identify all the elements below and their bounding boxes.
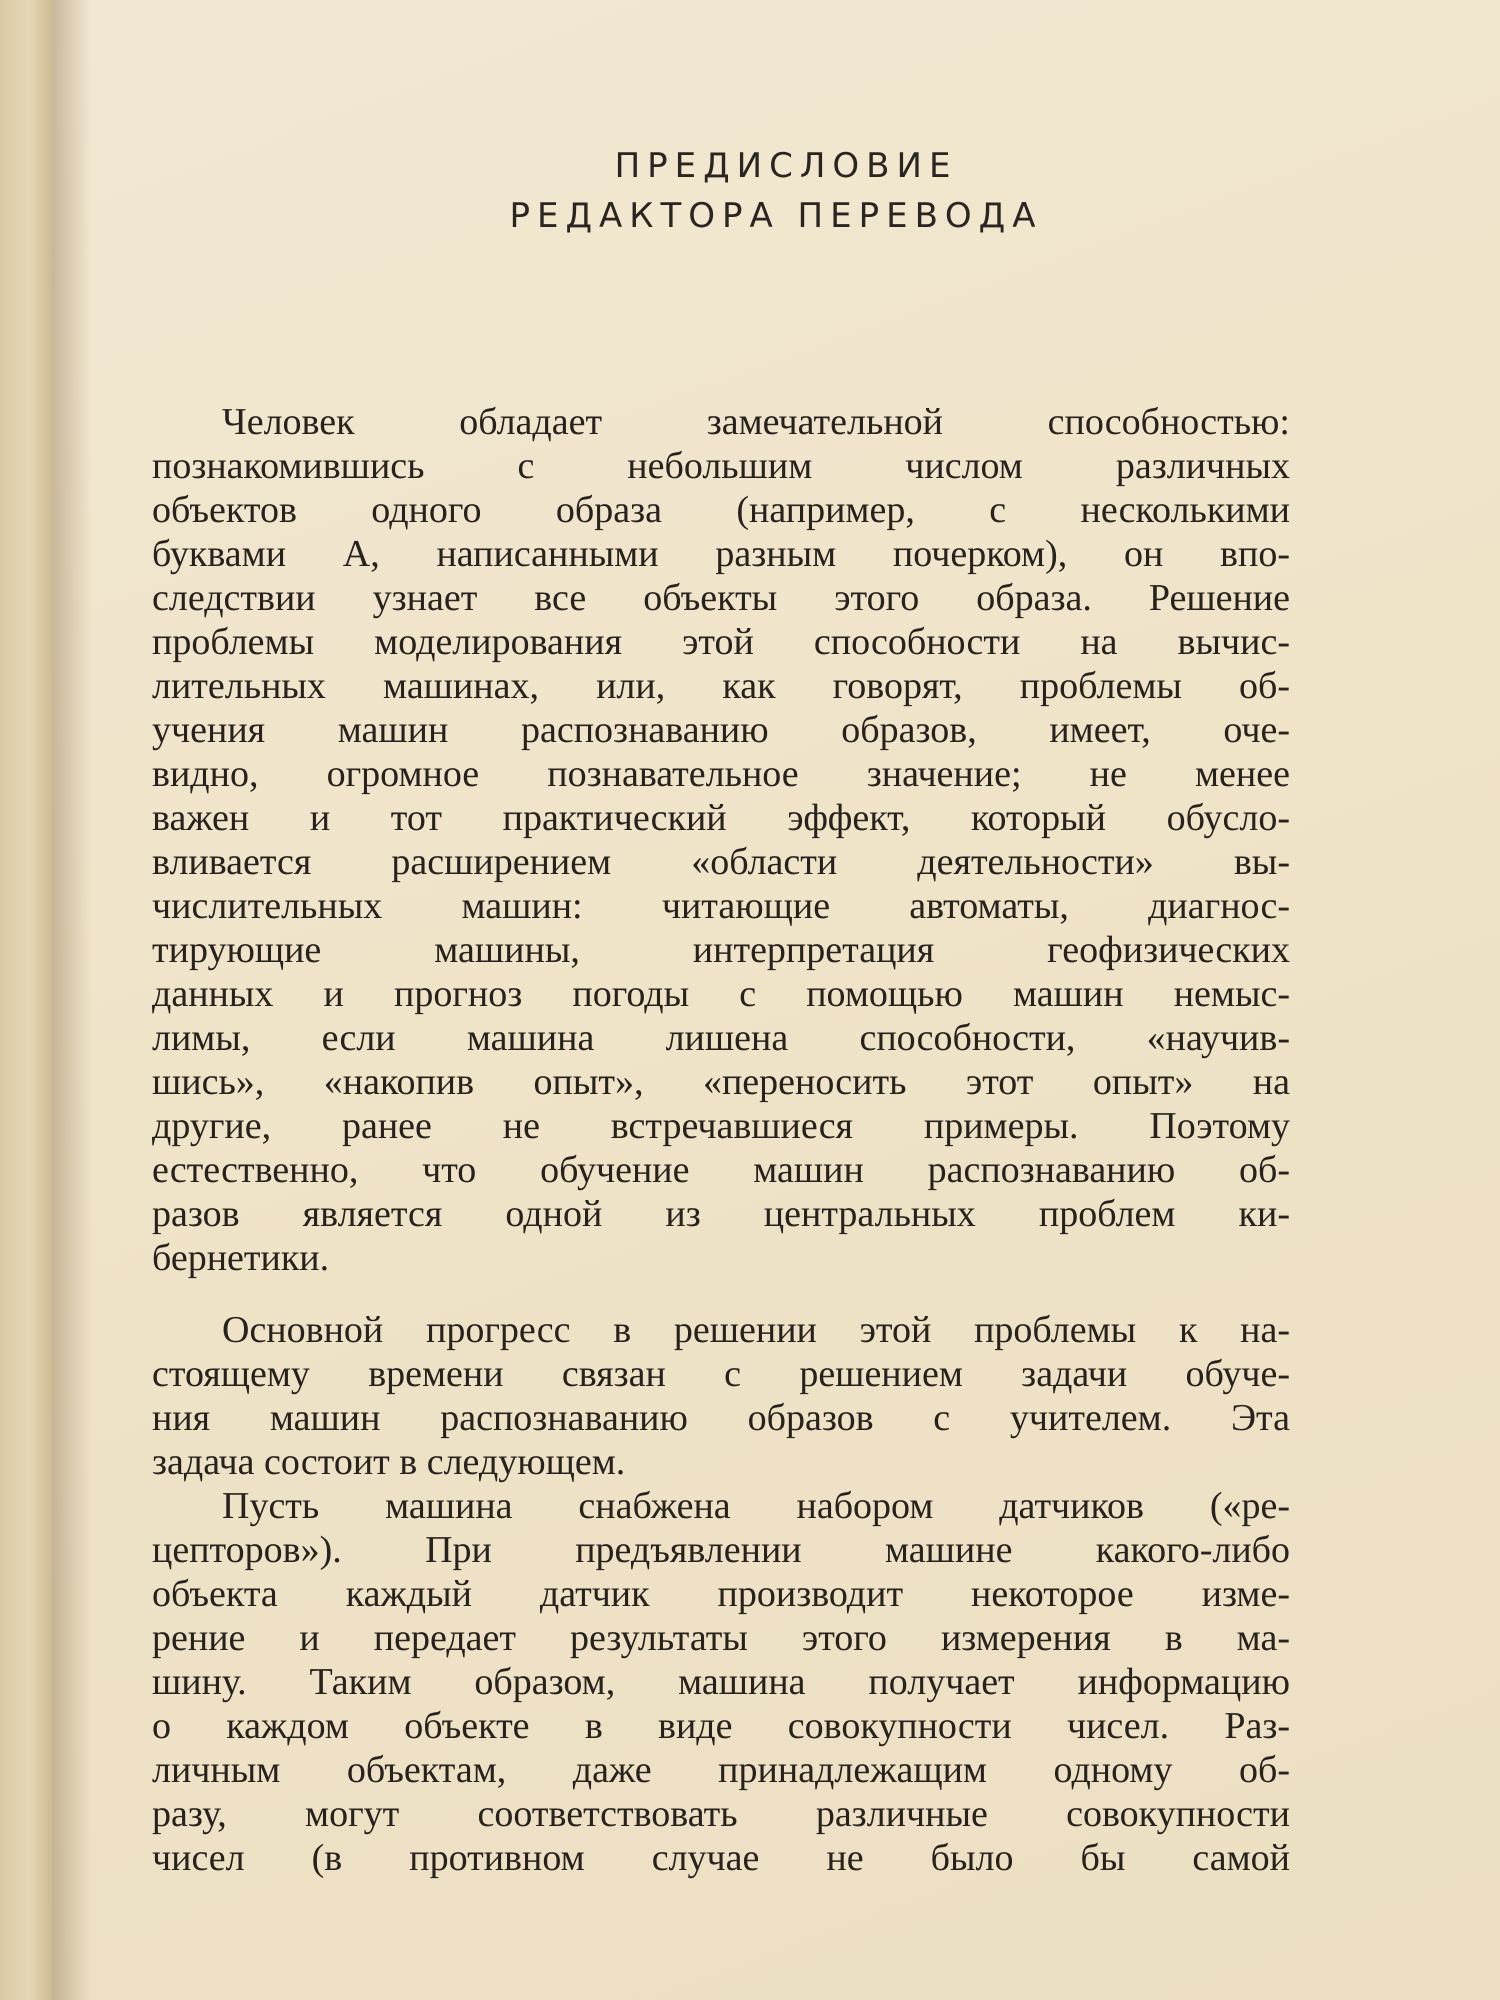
text-line: чисел (в противном случае не было бы самой <box>152 1837 1290 1879</box>
text-line: ния машин распознаванию образов с учителем. Эта <box>152 1397 1290 1439</box>
text-line: личным объектам, даже принадлежащим одному об- <box>152 1749 1290 1791</box>
text-line: лимы, если машина лишена способности, «научив- <box>152 1017 1290 1059</box>
page-heading-line-1: ПРЕДИСЛОВИЕ <box>614 146 958 186</box>
text-line: шину. Таким образом, машина получает информацию <box>152 1661 1290 1703</box>
text-line: стоящему времени связан с решением задачи обуче- <box>152 1353 1290 1395</box>
text-line: задача состоит в следующем. <box>152 1441 626 1483</box>
text-line: буквами А, написанными разным почерком), он впо- <box>152 533 1290 575</box>
text-line: проблемы моделирования этой способности на вычис- <box>152 621 1290 663</box>
text-line: объектов одного образа (например, с несколькими <box>152 489 1290 531</box>
text-line: данных и прогноз погоды с помощью машин немыс- <box>152 973 1290 1015</box>
text-line: Человек обладает замечательной способностью: <box>222 401 1290 443</box>
text-line: разу, могут соответствовать различные совокупности <box>152 1793 1290 1835</box>
text-line: шись», «накопив опыт», «переносить этот опыт» на <box>152 1061 1290 1103</box>
text-line: объекта каждый датчик производит некоторое изме- <box>152 1573 1290 1615</box>
text-line: видно, огромное познавательное значение; не менее <box>152 753 1290 795</box>
text-line: лительных машинах, или, как говорят, проблемы об- <box>152 665 1290 707</box>
text-line: разов является одной из центральных проблем ки- <box>152 1193 1290 1235</box>
text-line: другие, ранее не встречавшиеся примеры. Поэтому <box>152 1105 1290 1147</box>
book-page <box>52 0 1500 2000</box>
text-line: познакомившись с небольшим числом различных <box>152 445 1290 487</box>
gutter-shadow <box>52 0 92 2000</box>
text-line: Пусть машина снабжена набором датчиков («ре- <box>222 1485 1290 1527</box>
text-line: числительных машин: читающие автоматы, диагнос- <box>152 885 1290 927</box>
text-line: рение и передает результаты этого измерения в ма- <box>152 1617 1290 1659</box>
text-line: цепторов»). При предъявлении машине какого-либо <box>152 1529 1290 1571</box>
paragraph-3 <box>152 1484 1290 1880</box>
paragraph-2 <box>152 1308 1290 1484</box>
text-line: учения машин распознаванию образов, имеет, оче- <box>152 709 1290 751</box>
paragraph-1 <box>152 400 1290 1280</box>
text-line: следствии узнает все объекты этого образа. Решение <box>152 577 1290 619</box>
page-heading-line-2: РЕДАКТОРА ПЕРЕВОДА <box>509 196 1043 236</box>
text-line: естественно, что обучение машин распознаванию об- <box>152 1149 1290 1191</box>
text-line: бернетики. <box>152 1237 330 1279</box>
text-line: о каждом объекте в виде совокупности чисел. Раз- <box>152 1705 1290 1747</box>
adjacent-page-edge <box>0 0 52 2000</box>
text-line: вливается расширением «области деятельности» вы- <box>152 841 1290 883</box>
text-line: важен и тот практический эффект, который обусло- <box>152 797 1290 839</box>
text-line: тирующие машины, интерпретация геофизических <box>152 929 1290 971</box>
text-line: Основной прогресс в решении этой проблемы к на- <box>222 1309 1290 1351</box>
